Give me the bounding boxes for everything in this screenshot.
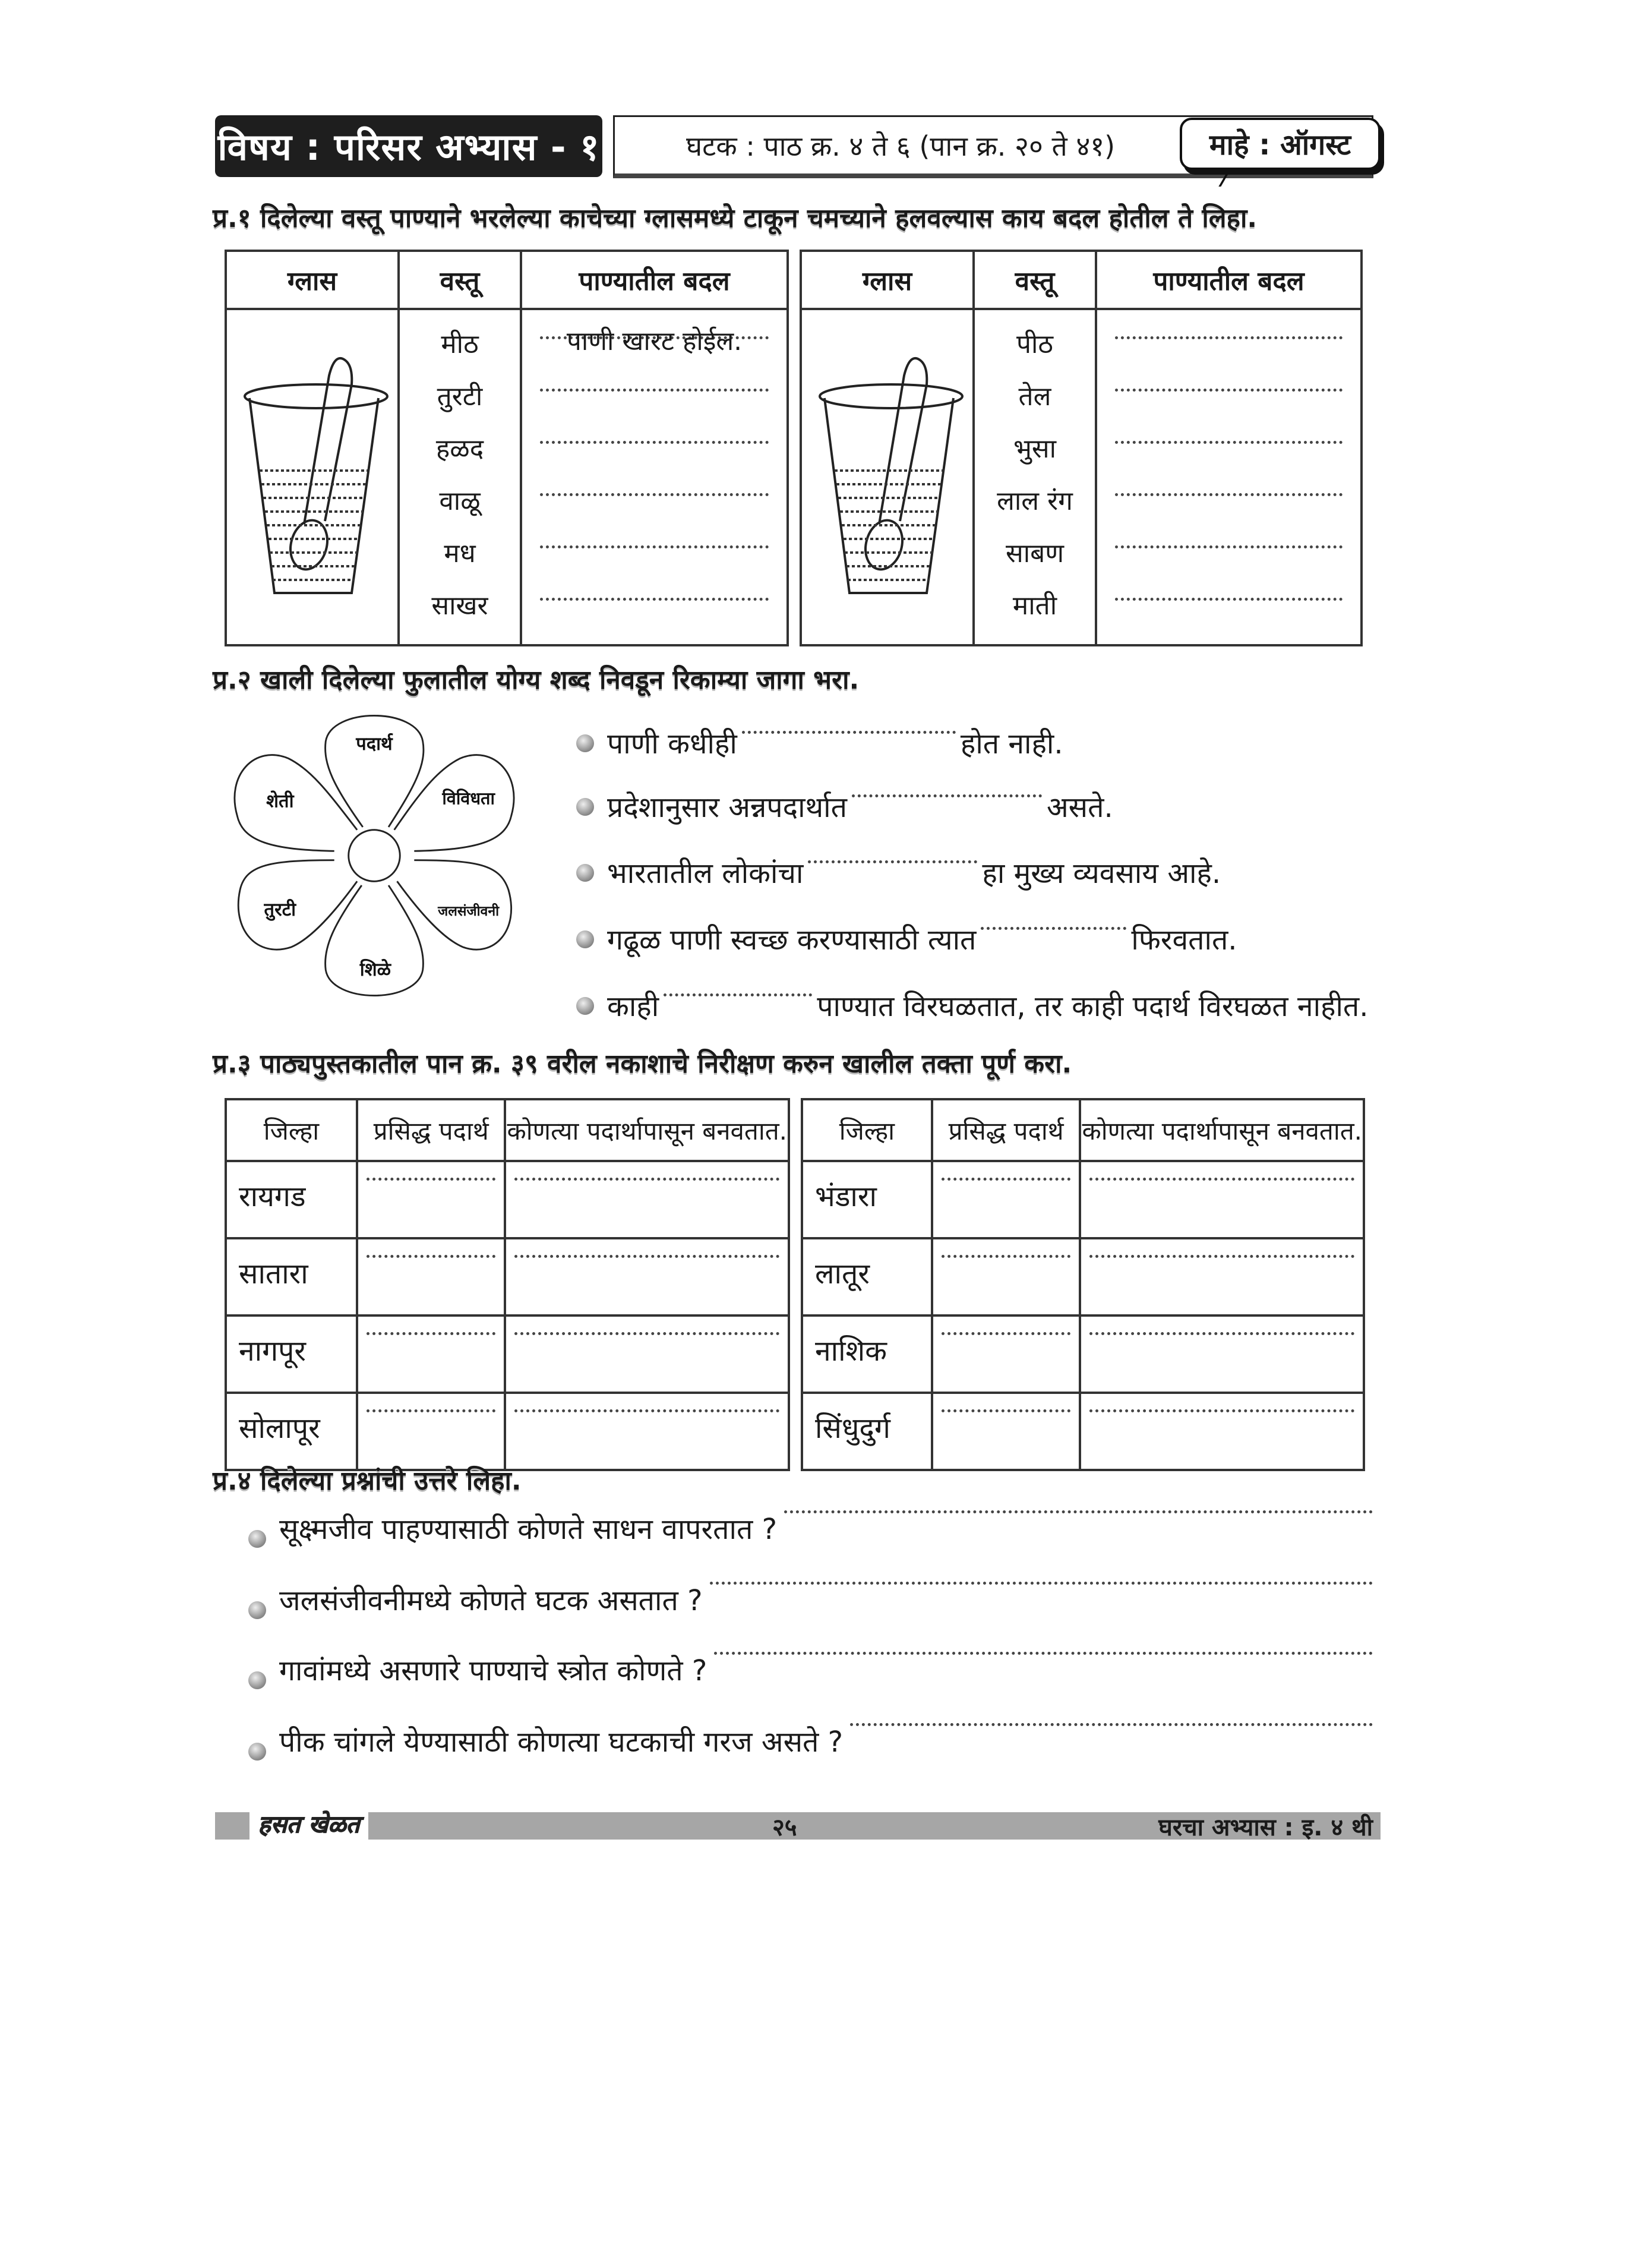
answer-field[interactable] <box>1115 473 1343 525</box>
month-text: माहे : ऑगस्ट <box>1209 128 1351 162</box>
answer-text: पाणी खारट होईल. <box>566 326 743 357</box>
answer-field[interactable] <box>1080 1161 1364 1238</box>
sentence-start: पाणी कधीही <box>607 727 737 761</box>
footer-series-title: घरचा अभ्यास : इ. ४ थी <box>1158 1813 1373 1841</box>
answer-field[interactable] <box>1115 368 1343 421</box>
col-header-made-from: कोणत्या पदार्थापासून बनवतात. <box>505 1099 789 1161</box>
fill-blank-sentence <box>576 986 1369 1025</box>
answer-field[interactable] <box>1115 421 1343 473</box>
word-flower-diagram <box>226 701 523 1010</box>
item-label: भुसा <box>1013 434 1057 464</box>
answer-field[interactable] <box>505 1315 789 1393</box>
col-header-made-from: कोणत्या पदार्थापासून बनवतात. <box>1080 1099 1364 1161</box>
district-name: नाशिक <box>802 1315 932 1393</box>
glass-cell <box>226 309 399 645</box>
item-label: लाल रंग <box>997 486 1073 516</box>
question-text: गावांमध्ये असणारे पाण्याचे स्त्रोत कोणते ? <box>279 1654 707 1687</box>
sentence-end: हा मुख्य व्यवसाय आहे. <box>982 857 1221 890</box>
district-name: सिंधुदुर्ग <box>802 1393 932 1470</box>
answer-field[interactable] <box>714 1652 1373 1655</box>
bullet-icon <box>248 1601 266 1619</box>
col-header-change: पाण्यातील बदल <box>521 251 788 309</box>
answer-field[interactable] <box>540 525 769 578</box>
col-header-item: वस्तू <box>399 251 521 309</box>
table-row <box>802 1161 1364 1238</box>
glass-cell <box>801 309 974 645</box>
answer-field[interactable] <box>932 1238 1081 1315</box>
table-row <box>802 1315 1364 1393</box>
table-row <box>226 1393 789 1470</box>
sentence-end: पाण्यात विरघळतात, तर काही पदार्थ विरघळत नाहीत. <box>817 990 1369 1023</box>
col-header-district: जिल्हा <box>226 1099 357 1161</box>
answer-field[interactable] <box>850 1723 1373 1726</box>
answer-field[interactable] <box>540 368 769 421</box>
question-item <box>248 1509 1373 1548</box>
bullet-icon <box>248 1743 266 1761</box>
glass-with-spoon-icon <box>802 316 968 625</box>
glass-with-spoon-icon <box>227 316 393 625</box>
answer-field[interactable] <box>357 1161 506 1238</box>
subject-title <box>215 115 602 177</box>
item-label: हळद <box>435 434 484 464</box>
page-number: २५ <box>772 1813 797 1841</box>
answer-field[interactable] <box>357 1315 506 1393</box>
q3-table-left <box>225 1098 790 1471</box>
district-name: लातूर <box>802 1238 932 1315</box>
item-label: साखर <box>431 591 488 621</box>
col-header-famous-item: प्रसिद्ध पदार्थ <box>357 1099 506 1161</box>
answer-field[interactable] <box>357 1238 506 1315</box>
bullet-icon <box>576 997 594 1015</box>
items-column <box>399 309 521 645</box>
item-label: तेल <box>1018 381 1051 412</box>
month-bubble <box>1180 118 1381 170</box>
district-name: भंडारा <box>802 1161 932 1238</box>
bullet-icon <box>248 1530 266 1548</box>
table-row <box>226 1315 789 1393</box>
table-row <box>802 1238 1364 1315</box>
answer-field[interactable] <box>932 1315 1081 1393</box>
question-text: जलसंजीवनीमध्ये कोणते घटक असतात ? <box>279 1584 703 1617</box>
col-header-famous-item: प्रसिद्ध पदार्थ <box>932 1099 1081 1161</box>
answer-field[interactable] <box>1115 578 1343 630</box>
bullet-icon <box>576 864 594 882</box>
district-name: सातारा <box>226 1238 357 1315</box>
q1-table-right <box>800 250 1363 646</box>
col-header-item: वस्तू <box>974 251 1096 309</box>
sentence-start: प्रदेशानुसार अन्नपदार्थात <box>607 791 847 824</box>
table-row <box>226 1238 789 1315</box>
answer-field[interactable] <box>357 1393 506 1470</box>
district-name: रायगड <box>226 1161 357 1238</box>
blank-field[interactable] <box>852 794 1042 797</box>
bullet-icon <box>248 1671 266 1689</box>
answer-field[interactable] <box>540 473 769 525</box>
answer-field[interactable] <box>784 1510 1373 1513</box>
bullet-icon <box>576 734 594 752</box>
item-label: साबण <box>1005 538 1065 569</box>
petal-label: विविधता <box>442 788 495 809</box>
answer-field[interactable] <box>505 1393 789 1470</box>
col-header-glass: ग्लास <box>801 251 974 309</box>
answer-field[interactable] <box>505 1238 789 1315</box>
q3-table-right <box>801 1098 1365 1471</box>
answer-field[interactable] <box>932 1161 1081 1238</box>
subject-text: विषय : परिसर अभ्यास - १ <box>217 125 600 169</box>
district-name: नागपूर <box>226 1315 357 1393</box>
q3-title: प्र.३ पाठ्यपुस्तकातील पान क्र. ३९ वरील नकाशाचे निरीक्षण करुन खालील तक्ता पूर्ण करा. <box>213 1049 1072 1079</box>
table-row <box>802 1393 1364 1470</box>
publisher-logo: हसत खेळत <box>249 1799 368 1847</box>
sentence-end: होत नाही. <box>960 727 1063 761</box>
answer-field[interactable] <box>1080 1315 1364 1393</box>
answer-field[interactable] <box>1115 525 1343 578</box>
sentence-start: गढूळ पाणी स्वच्छ करण्यासाठी त्यात <box>607 923 977 957</box>
item-label: मध <box>444 538 476 569</box>
answer-field[interactable] <box>540 316 769 368</box>
col-header-change: पाण्यातील बदल <box>1096 251 1362 309</box>
sentence-start: काही <box>607 990 659 1023</box>
question-item <box>248 1651 1373 1689</box>
blank-field[interactable] <box>742 731 956 734</box>
petal <box>235 755 357 851</box>
answer-field[interactable] <box>1115 316 1343 368</box>
item-label: पीठ <box>1016 329 1053 359</box>
question-text: सूक्ष्मजीव पाहण्यासाठी कोणते साधन वापरतात ? <box>279 1513 778 1546</box>
item-label: वाळू <box>439 486 481 516</box>
col-header-district: जिल्हा <box>802 1099 932 1161</box>
answer-field[interactable] <box>932 1393 1081 1470</box>
sentence-end: असते. <box>1046 791 1113 824</box>
flower-center <box>349 830 400 882</box>
item-label: माती <box>1012 591 1057 621</box>
answer-field[interactable] <box>505 1161 789 1238</box>
blank-field[interactable] <box>664 993 812 996</box>
fill-blank-sentence <box>576 853 1221 892</box>
fill-blank-sentence <box>576 724 1063 762</box>
answer-field[interactable] <box>540 578 769 630</box>
district-name: सोलापूर <box>226 1393 357 1470</box>
sentence-start: भारतातील लोकांचा <box>607 857 804 890</box>
petal-label: जलसंजीवनी <box>438 903 500 919</box>
blank-field[interactable] <box>981 927 1126 930</box>
unit-text: घटक : पाठ क्र. ४ ते ६ (पान क्र. २० ते ४१) <box>686 130 1116 162</box>
answer-field[interactable] <box>1080 1238 1364 1315</box>
petal-label: शेती <box>266 790 294 812</box>
answer-field[interactable] <box>710 1582 1373 1585</box>
item-label: मीठ <box>441 329 479 359</box>
answer-field[interactable] <box>540 421 769 473</box>
question-item <box>248 1580 1373 1619</box>
answers-column <box>1096 309 1362 645</box>
blank-field[interactable] <box>808 860 977 863</box>
petal <box>238 860 357 949</box>
fill-blank-sentence <box>576 920 1237 958</box>
petal-label: शिळे <box>359 958 391 980</box>
sentence-end: फिरवतात. <box>1131 923 1237 957</box>
petal-label: तुरटी <box>264 898 296 920</box>
q4-title: प्र.४ दिलेल्या प्रश्नांची उत्तरे लिहा. <box>213 1466 522 1496</box>
answer-field[interactable] <box>1080 1393 1364 1470</box>
col-header-glass: ग्लास <box>226 251 399 309</box>
item-label: तुरटी <box>437 381 483 412</box>
table-row <box>226 1161 789 1238</box>
answers-column <box>521 309 788 645</box>
q1-table-left <box>225 250 789 646</box>
fill-blank-sentence <box>576 787 1113 826</box>
question-text: पीक चांगले येण्यासाठी कोणत्या घटकाची गरज असते ? <box>279 1725 844 1759</box>
items-column <box>974 309 1096 645</box>
q1-title: प्र.१ दिलेल्या वस्तू पाण्याने भरलेल्या काचेच्या ग्लासमध्ये टाकून चमच्याने हलवल्यास काय बदल होतील ते लिहा. <box>213 203 1258 234</box>
q2-title: प्र.२ खाली दिलेल्या फुलातील योग्य शब्द निवडून रिकाम्या जागा भरा. <box>213 665 860 695</box>
petal-label: पदार्थ <box>356 733 393 755</box>
bullet-icon <box>576 798 594 816</box>
bullet-icon <box>576 930 594 948</box>
question-item <box>248 1722 1373 1761</box>
